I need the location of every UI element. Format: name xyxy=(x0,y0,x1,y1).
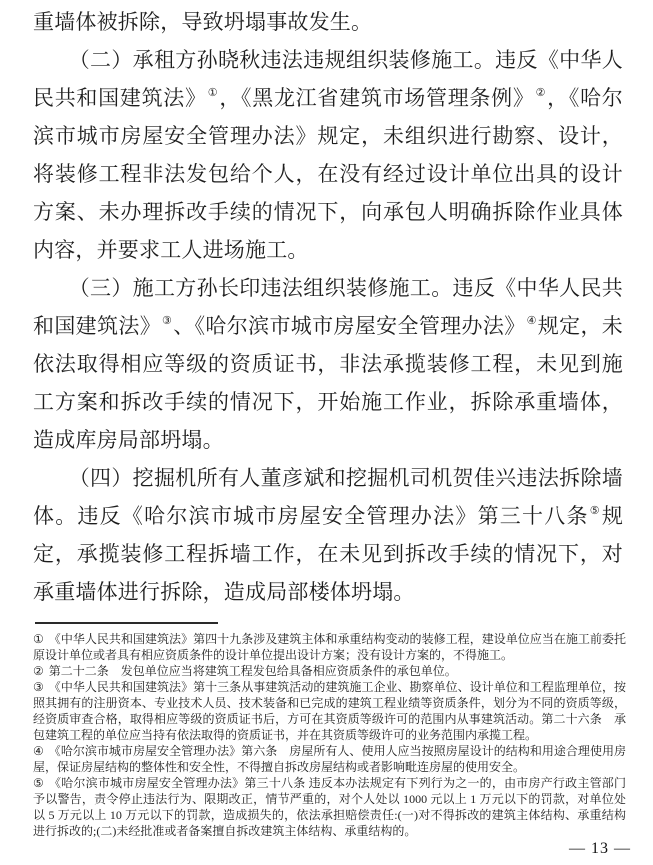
footnote-text: 《中华人民共和国建筑法》第十三条从事建筑活动的建筑施工企业、勘察单位、设计单位和工程监理单位，按照其拥有的注册资本、专业技术人员、技术装备和已完成的建筑工程业绩等资质条件，划分为不同的资质等级，经资质审查合格，取得相应等级的资质证书后，方可在其资质等级许可的范围内从事建筑活动。第二十六条 承包建筑工程的单位应当持有依法取得的资质证书，并在其资质等级许可的业务范围内承揽工程。 xyxy=(33,680,626,742)
footnote-marker: ① xyxy=(33,632,44,646)
footnote-separator xyxy=(35,622,218,624)
footnote-reference-mark: ④ xyxy=(526,315,537,327)
footnotes-section xyxy=(33,631,626,839)
page-number: — 13 — xyxy=(569,840,631,857)
footnote-reference-mark: ③ xyxy=(162,315,173,327)
body-paragraph: （四）挖掘机所有人董彦斌和挖掘机司机贺佳兴违法拆除墙体。违反《哈尔滨市城市房屋安全管理办法》第三十八条⑤规定，承揽装修工程拆墙工作，在未见到拆改手续的情况下，对承重墙体进行拆除，造成局部楼体坍塌。 xyxy=(33,466,624,604)
body-paragraph: （三）施工方孙长印违法组织装修施工。违反《中华人民共和国建筑法》③、《哈尔滨市城市房屋安全管理办法》④规定，未依法取得相应等级的资质证书，非法承揽装修工程，未见到施工方案和拆改手续的情况下，开始施工作业，拆除承重墙体，造成库房局部坍塌。 xyxy=(33,276,623,452)
footnote-reference-mark: ⑤ xyxy=(589,505,601,517)
footnote-reference-mark: ① xyxy=(207,87,219,99)
footnote-item xyxy=(33,679,626,743)
footnote-reference-mark: ② xyxy=(535,87,547,99)
footnote-text: 第二十二条 发包单位应当将建筑工程发包给具备相应资质条件的承包单位。 xyxy=(48,664,457,678)
footnote-marker: ④ xyxy=(33,744,44,758)
body-paragraph: （二）承租方孙晓秋违法违规组织装修施工。违反《中华人民共和国建筑法》①，《黑龙江省建筑市场管理条例》②，《哈尔滨市城市房屋安全管理办法》规定，未组织进行勘察、设计，将装修工程非法发包给个人，在没有经过设计单位出具的设计方案、未办理拆改手续的情况下，向承包人明确拆除作业具体内容，并要求工人进场施工。 xyxy=(33,48,623,262)
footnote-text: 《哈尔滨市城市房屋安全管理办法》第六条 房屋所有人、使用人应当按照房屋设计的结构和用途合理使用房屋，保证房屋结构的整体性和安全性，不得擅自拆改房屋结构或者影响毗连房屋的使用安全。 xyxy=(33,744,626,774)
footnote-item xyxy=(33,743,626,775)
footnote-item xyxy=(33,631,626,663)
body-paragraph: 重墙体被拆除，导致坍塌事故发生。 xyxy=(33,10,373,34)
footnote-marker: ③ xyxy=(33,680,44,694)
document-body xyxy=(33,3,623,611)
footnote-text: 《中华人民共和国建筑法》第四十九条涉及建筑主体和承重结构变动的装修工程，建设单位应当在施工前委托原设计单位或者具有相应资质条件的设计单位提出设计方案；没有设计方案的，不得施工。 xyxy=(33,632,626,662)
footnote-item xyxy=(33,775,626,839)
footnote-text: 《哈尔滨市城市房屋安全管理办法》第三十八条 违反本办法规定有下列行为之一的，由市房产行政主管部门予以警告，责令停止违法行为、限期改正，情节严重的，对个人处以 1000 元以上 1 万元以下的罚款，对单位处以 5 万元以上 10 万元以下的罚款，造成损失的，依法承担赔偿责任:(一)对不得拆改的建筑主体结构、承重结构进行拆改的;(二)未经批准或者备案擅自拆改建筑主体结构、承重结构的。 xyxy=(33,776,626,838)
footnote-marker: ⑤ xyxy=(33,776,44,790)
footnote-item xyxy=(33,663,626,679)
footnote-marker: ② xyxy=(33,664,44,678)
